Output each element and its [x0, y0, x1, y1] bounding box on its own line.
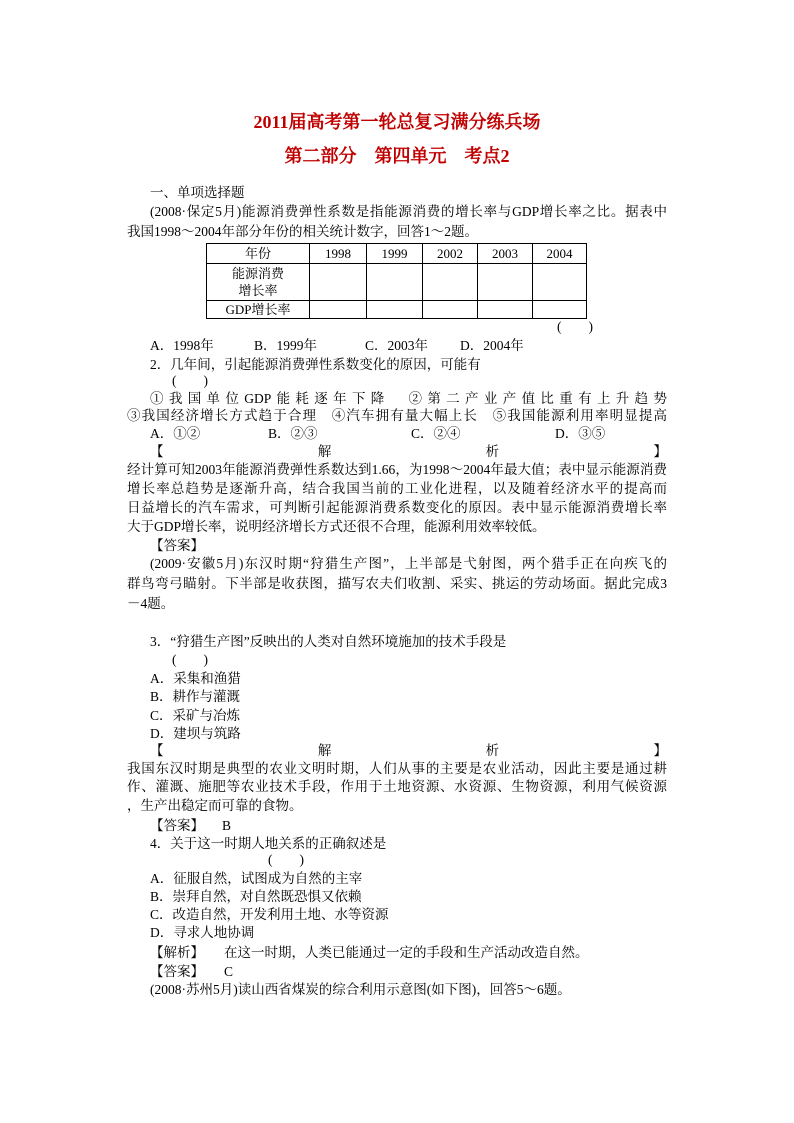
option: B．崇拜自然，对自然既恐惧又依赖 — [150, 889, 362, 904]
row-label-line: 能源消费 — [231, 266, 284, 281]
analysis-text: 在这一时期，人类已能通过一定的手段和生产活动改造自然。 — [224, 945, 589, 960]
analysis-line: 经计算可知2003年能源消费弹性系数达到1.66，为1998～2004年最大值；表中显示能源消费 — [127, 462, 667, 477]
table-cell — [423, 301, 478, 319]
answer-label: 【答案】 — [150, 964, 204, 979]
table-row-label: GDP增长率 — [207, 301, 310, 319]
table-cell — [310, 264, 367, 301]
analysis-line: 大于GDP增长率，说明经济增长方式还很不合理，能源利用效率较低。 — [127, 519, 546, 534]
analysis-label: 【解析】 — [150, 945, 204, 960]
table-row-label — [207, 264, 310, 301]
question-stem: 4．关于这一时期人地关系的正确叙述是 — [150, 836, 387, 851]
option: C．改造自然，开发利用土地、水等资源 — [150, 907, 389, 922]
table-cell — [533, 264, 587, 301]
statement-line: ①我国单位GDP能耗逐年下降 ②第二产业产值比重有上升趋势 — [150, 391, 667, 406]
answer-bracket: ( ) — [268, 852, 304, 867]
answer-label: 【答案】 — [150, 538, 204, 553]
passage-line: (2008·保定5月)能源消费弹性系数是指能源消费的增长率与GDP增长率之比。据表中 — [150, 204, 667, 219]
analysis-line: 作、灌溉、施肥等农业技术手段，作用于土地资源、水资源、生物资源，利用气候资源 — [127, 779, 667, 794]
passage-line: (2009·安徽5月)东汉时期“狩猎生产图”，上半部是弋射图，两个猎手正在向疾飞的 — [150, 556, 667, 571]
option: B．耕作与灌溉 — [150, 689, 241, 704]
question-stem: 3．“狩猎生产图”反映出的人类对自然环境施加的技术手段是 — [150, 634, 507, 649]
option: A．①② — [150, 426, 201, 441]
analysis-line: ，生产出稳定而可靠的食物。 — [127, 798, 303, 813]
option: C．②④ — [411, 426, 461, 441]
option: B．1999年 — [254, 338, 318, 353]
table-cell — [478, 264, 533, 301]
table-header-row — [207, 244, 587, 264]
question-stem: 2．几年间，引起能源消费弹性系数变化的原因，可能有 — [150, 357, 481, 372]
section-heading: 一、单项选择题 — [150, 185, 245, 200]
table-row — [207, 301, 587, 319]
analysis-line: 日益增长的汽车需求，可判断引起能源消费系数变化的原因。表中显示能源消费增长率 — [127, 500, 667, 515]
answer-value: C — [224, 964, 234, 979]
option: A．征服自然，试图成为自然的主宰 — [150, 871, 363, 886]
table-header-cell: 年份 — [207, 244, 310, 264]
table-cell — [478, 301, 533, 319]
answer-bracket: ( ) — [172, 652, 208, 667]
option: C．2003年 — [365, 338, 429, 353]
option: A．采集和渔猎 — [150, 671, 241, 686]
table-row — [207, 264, 587, 301]
option: D．寻求人地协调 — [150, 925, 255, 940]
analysis-line: 我国东汉时期是典型的农业文明时期，人们从事的主要是农业活动，因此主要是通过耕 — [127, 761, 667, 776]
analysis-line: 增长率总趋势是逐渐升高，结合我国当前的工业化进程，以及随着经济水平的提高而 — [127, 481, 667, 496]
table-cell — [310, 301, 367, 319]
passage-line: (2008·苏州5月)读山西省煤炭的综合利用示意图(如下图)，回答5～6题。 — [150, 982, 571, 997]
analysis-label: 【解析】 — [150, 743, 667, 758]
table-cell — [367, 264, 423, 301]
doc-subtitle: 第二部分 第四单元 考点2 — [284, 146, 510, 166]
passage-line: 我国1998～2004年部分年份的相关统计数字，回答1～2题。 — [127, 224, 478, 239]
table-header-cell: 1999 — [367, 244, 423, 264]
answer-bracket: ( ) — [557, 319, 593, 334]
table-header-cell: 2003 — [478, 244, 533, 264]
answer-bracket: ( ) — [172, 373, 208, 388]
option: B．②③ — [268, 426, 318, 441]
row-label-line: 增长率 — [238, 283, 278, 298]
analysis-label: 【解析】 — [150, 444, 667, 459]
table-cell — [367, 301, 423, 319]
statement-line: ③我国经济增长方式趋于合理 ④汽车拥有量大幅上长 ⑤我国能源利用率明显提高 — [127, 408, 667, 423]
option: A．1998年 — [150, 338, 214, 353]
table-cell — [423, 264, 478, 301]
table-header-cell: 1998 — [310, 244, 367, 264]
doc-title: 2011届高考第一轮总复习满分练兵场 — [253, 112, 541, 132]
answer-value: B — [222, 818, 232, 833]
answer-label: 【答案】 — [150, 818, 204, 833]
table-cell — [533, 301, 587, 319]
option: C．采矿与冶炼 — [150, 708, 241, 723]
option: D．建坝与筑路 — [150, 726, 241, 741]
statistics-table — [206, 243, 587, 319]
option: D．2004年 — [460, 338, 524, 353]
passage-line: 群鸟弯弓瞄射。下半部是收获图，描写农夫们收割、采实、挑运的劳动场面。据此完成3 — [127, 576, 667, 591]
table-header-cell: 2004 — [533, 244, 587, 264]
passage-line: －4题。 — [127, 596, 175, 611]
option: D．③⑤ — [555, 426, 606, 441]
table-header-cell: 2002 — [423, 244, 478, 264]
